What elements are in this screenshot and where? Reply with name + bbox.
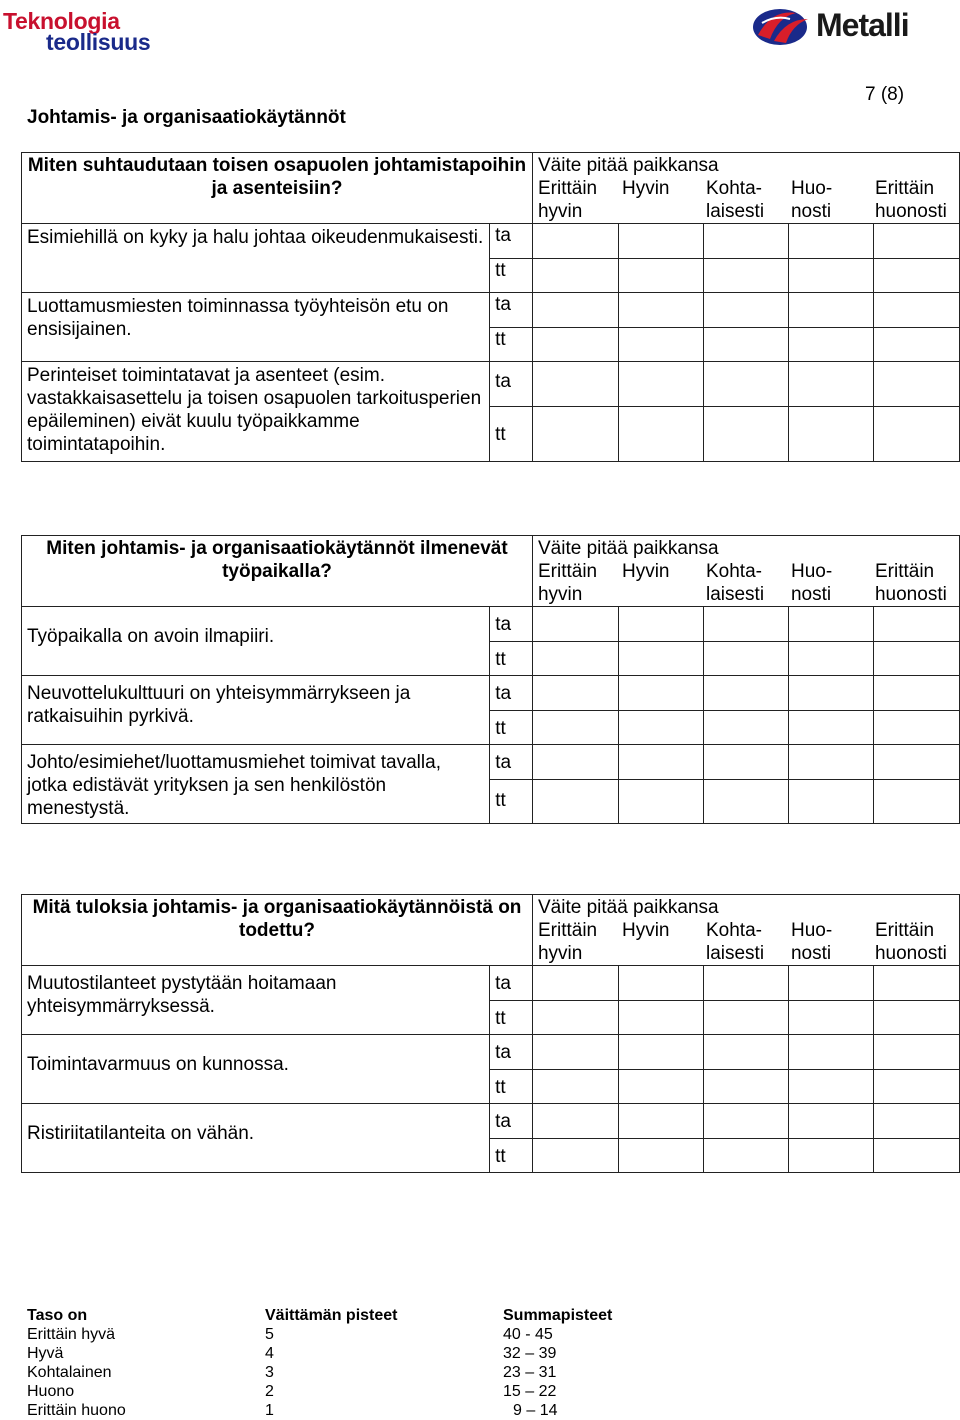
rating-cell[interactable]	[618, 745, 703, 780]
rating-cell[interactable]	[874, 407, 960, 462]
legend-points: 3	[265, 1364, 274, 1381]
rating-cell[interactable]	[703, 1001, 789, 1035]
rating-cell[interactable]	[703, 1070, 789, 1104]
row-label-ta: ta	[490, 293, 533, 328]
rating-cell[interactable]	[703, 607, 789, 642]
rating-cell[interactable]	[618, 362, 703, 407]
rating-cell[interactable]	[789, 745, 874, 780]
legend-points: 4	[265, 1345, 274, 1362]
logo-right-text: Metalli	[816, 7, 909, 43]
rating-cell[interactable]	[618, 1035, 703, 1070]
rating-cell[interactable]	[532, 328, 618, 362]
statement: Työpaikalla on avoin ilmapiiri.	[22, 607, 490, 676]
rating-cell[interactable]	[789, 1104, 874, 1139]
legend-level: Huono	[27, 1383, 75, 1400]
page-number: 7 (8)	[865, 84, 905, 105]
row-label-tt: tt	[490, 780, 533, 824]
row-label-tt: tt	[490, 1070, 533, 1104]
rating-cell[interactable]	[618, 1001, 703, 1035]
option-kohtalaisesti: Kohta- laisesti	[705, 561, 765, 605]
legend-row	[27, 1344, 623, 1363]
scale-header	[532, 536, 959, 607]
legend-level: Hyvä	[27, 1345, 64, 1362]
rating-cell[interactable]	[789, 407, 874, 462]
rating-cell[interactable]	[703, 966, 789, 1001]
legend-points: 1	[265, 1402, 274, 1419]
row-label-tt: tt	[490, 1139, 533, 1173]
legend-header-level: Taso on	[27, 1307, 88, 1324]
rating-cell[interactable]	[703, 224, 789, 259]
option-erittain-huonosti: Erittäin huonosti	[874, 920, 947, 964]
option-huonosti: Huo- nosti	[790, 178, 833, 222]
rating-cell[interactable]	[618, 780, 703, 824]
rating-cell[interactable]	[703, 1104, 789, 1139]
rating-cell[interactable]	[618, 607, 703, 642]
rating-cell[interactable]	[618, 1139, 703, 1173]
question-table-2	[21, 535, 960, 824]
rating-cell[interactable]	[532, 745, 618, 780]
logo-left-line2: teollisuus	[46, 29, 151, 55]
row-label-tt: tt	[490, 407, 533, 462]
rating-cell[interactable]	[618, 1070, 703, 1104]
row-label-ta: ta	[490, 362, 533, 407]
rating-cell[interactable]	[703, 711, 789, 745]
rating-cell[interactable]	[618, 642, 703, 676]
rating-cell[interactable]	[874, 745, 960, 780]
row-label-tt: tt	[490, 259, 533, 293]
row-label-ta: ta	[490, 607, 533, 642]
legend-sum: 9 – 14	[513, 1402, 558, 1419]
logo-left-line1: Teknologia	[3, 8, 120, 34]
rating-cell[interactable]	[789, 1139, 874, 1173]
rating-cell[interactable]	[532, 1139, 618, 1173]
rating-cell[interactable]	[874, 362, 960, 407]
rating-cell[interactable]	[703, 642, 789, 676]
rating-cell[interactable]	[532, 676, 618, 711]
rating-cell[interactable]	[532, 1001, 618, 1035]
rating-cell[interactable]	[532, 711, 618, 745]
rating-cell[interactable]	[618, 676, 703, 711]
option-erittain-huonosti: Erittäin huonosti	[874, 561, 947, 605]
rating-cell[interactable]	[703, 362, 789, 407]
metalli-emblem-icon	[752, 5, 814, 47]
statement: Esimiehillä on kyky ja halu johtaa oikeudenmukaisesti.	[22, 224, 490, 293]
statement: Muutostilanteet pystytään hoitamaan yhteisymmärryksessä.	[22, 966, 490, 1035]
statement: Perinteiset toimintatavat ja asenteet (esim. vastakkaisasettelu ja toisen osapuolen tarkoitusperien epäileminen) eivät kuulu työpaikkamme toimintatapoihin.	[22, 362, 490, 462]
row-label-ta: ta	[490, 745, 533, 780]
rating-cell[interactable]	[789, 293, 874, 328]
legend-header	[27, 1306, 623, 1325]
legend-level: Erittäin huono	[27, 1402, 126, 1419]
rating-cell[interactable]	[532, 1070, 618, 1104]
rating-cell[interactable]	[532, 1104, 618, 1139]
scale-header	[532, 153, 959, 224]
option-erittain-hyvin: Erittäin hyvin	[537, 920, 598, 964]
rating-cell[interactable]	[532, 362, 618, 407]
option-huonosti: Huo- nosti	[790, 561, 833, 605]
rating-cell[interactable]	[703, 1035, 789, 1070]
rating-cell[interactable]	[789, 1070, 874, 1104]
rating-cell[interactable]	[874, 1070, 960, 1104]
legend-points: 5	[265, 1326, 274, 1343]
rating-cell[interactable]	[703, 293, 789, 328]
option-erittain-huonosti: Erittäin huonosti	[874, 178, 947, 222]
rating-cell[interactable]	[618, 407, 703, 462]
scale-header	[532, 895, 959, 966]
rating-cell[interactable]	[703, 780, 789, 824]
question-table-3	[21, 894, 960, 1173]
rating-cell[interactable]	[532, 966, 618, 1001]
legend-row	[27, 1325, 623, 1344]
rating-cell[interactable]	[618, 328, 703, 362]
question-heading: Miten johtamis- ja organisaatiokäytännöt ilmenevät työpaikalla?	[22, 536, 533, 607]
rating-cell[interactable]	[874, 676, 960, 711]
legend-header-points: Väittämän pisteet	[265, 1307, 398, 1324]
scoring-legend	[27, 1306, 623, 1420]
section-title: Johtamis- ja organisaatiokäytännöt	[27, 107, 346, 128]
rating-cell[interactable]	[789, 1035, 874, 1070]
rating-cell[interactable]	[789, 966, 874, 1001]
row-label-ta: ta	[490, 966, 533, 1001]
rating-cell[interactable]	[532, 293, 618, 328]
rating-cell[interactable]	[532, 1035, 618, 1070]
rating-cell[interactable]	[789, 711, 874, 745]
question-heading: Miten suhtaudutaan toisen osapuolen johtamistapoihin ja asenteisiin?	[22, 153, 533, 224]
rating-cell[interactable]	[789, 780, 874, 824]
rating-cell[interactable]	[789, 676, 874, 711]
rating-cell[interactable]	[874, 966, 960, 1001]
rating-cell[interactable]	[532, 780, 618, 824]
row-label-tt: tt	[490, 1001, 533, 1035]
rating-cell[interactable]	[789, 362, 874, 407]
rating-cell[interactable]	[789, 328, 874, 362]
option-kohtalaisesti: Kohta- laisesti	[705, 178, 765, 222]
rating-cell[interactable]	[618, 259, 703, 293]
rating-cell[interactable]	[532, 607, 618, 642]
statement: Neuvottelukulttuuri on yhteisymmärrykseen ja ratkaisuihin pyrkivä.	[22, 676, 490, 745]
teknologiateollisuus-logo	[3, 8, 151, 55]
option-erittain-hyvin: Erittäin hyvin	[537, 561, 598, 605]
rating-cell[interactable]	[874, 224, 960, 259]
row-label-tt: tt	[490, 642, 533, 676]
rating-cell[interactable]	[789, 1001, 874, 1035]
row-label-ta: ta	[490, 676, 533, 711]
legend-row	[27, 1401, 623, 1420]
rating-cell[interactable]	[874, 1035, 960, 1070]
question-table-1	[21, 152, 960, 462]
rating-cell[interactable]	[874, 780, 960, 824]
statement: Johto/esimiehet/luottamusmiehet toimivat tavalla, jotka edistävät yrityksen ja sen henkilöstön menestystä.	[22, 745, 490, 824]
statement: Ristiriitatilanteita on vähän.	[22, 1104, 490, 1173]
row-label-tt: tt	[490, 711, 533, 745]
statement: Toimintavarmuus on kunnossa.	[22, 1035, 490, 1104]
legend-points: 2	[265, 1383, 274, 1400]
legend-sum: 32 – 39	[503, 1345, 557, 1362]
rating-cell[interactable]	[789, 642, 874, 676]
statement: Luottamusmiesten toiminnassa työyhteisön etu on ensisijainen.	[22, 293, 490, 362]
rating-cell[interactable]	[618, 711, 703, 745]
rating-cell[interactable]	[703, 745, 789, 780]
rating-cell[interactable]	[874, 642, 960, 676]
rating-cell[interactable]	[703, 1139, 789, 1173]
legend-level: Kohtalainen	[27, 1364, 112, 1381]
rating-cell[interactable]	[874, 1001, 960, 1035]
rating-cell[interactable]	[874, 711, 960, 745]
metalli-logo	[752, 5, 912, 47]
row-label-tt: tt	[490, 328, 533, 362]
rating-cell[interactable]	[874, 1104, 960, 1139]
row-label-ta: ta	[490, 1035, 533, 1070]
scale-label: Väite pitää paikkansa	[537, 538, 719, 559]
rating-cell[interactable]	[874, 607, 960, 642]
rating-cell[interactable]	[703, 676, 789, 711]
rating-cell[interactable]	[618, 966, 703, 1001]
legend-level: Erittäin hyvä	[27, 1326, 116, 1343]
rating-cell[interactable]	[789, 607, 874, 642]
legend-sum: 23 – 31	[503, 1364, 557, 1381]
rating-cell[interactable]	[618, 1104, 703, 1139]
rating-cell[interactable]	[703, 328, 789, 362]
rating-cell[interactable]	[789, 259, 874, 293]
scale-label: Väite pitää paikkansa	[537, 155, 719, 176]
rating-cell[interactable]	[618, 224, 703, 259]
option-kohtalaisesti: Kohta- laisesti	[705, 920, 765, 964]
legend-row	[27, 1382, 623, 1401]
rating-cell[interactable]	[532, 407, 618, 462]
option-hyvin: Hyvin	[621, 561, 670, 582]
row-label-ta: ta	[490, 224, 533, 259]
rating-cell[interactable]	[874, 259, 960, 293]
rating-cell[interactable]	[703, 259, 789, 293]
legend-header-sum: Summapisteet	[503, 1307, 613, 1324]
question-heading: Mitä tuloksia johtamis- ja organisaatiokäytännöistä on todettu?	[22, 895, 533, 966]
legend-row	[27, 1363, 623, 1382]
option-erittain-hyvin: Erittäin hyvin	[537, 178, 598, 222]
legend-sum: 40 - 45	[503, 1326, 553, 1343]
rating-cell[interactable]	[789, 224, 874, 259]
legend-sum: 15 – 22	[503, 1383, 557, 1400]
rating-cell[interactable]	[532, 224, 618, 259]
rating-cell[interactable]	[703, 407, 789, 462]
row-label-ta: ta	[490, 1104, 533, 1139]
rating-cell[interactable]	[874, 1139, 960, 1173]
rating-cell[interactable]	[874, 293, 960, 328]
option-huonosti: Huo- nosti	[790, 920, 833, 964]
scale-label: Väite pitää paikkansa	[537, 897, 719, 918]
rating-cell[interactable]	[532, 642, 618, 676]
rating-cell[interactable]	[532, 259, 618, 293]
option-hyvin: Hyvin	[621, 920, 670, 941]
rating-cell[interactable]	[874, 328, 960, 362]
rating-cell[interactable]	[618, 293, 703, 328]
option-hyvin: Hyvin	[621, 178, 670, 199]
